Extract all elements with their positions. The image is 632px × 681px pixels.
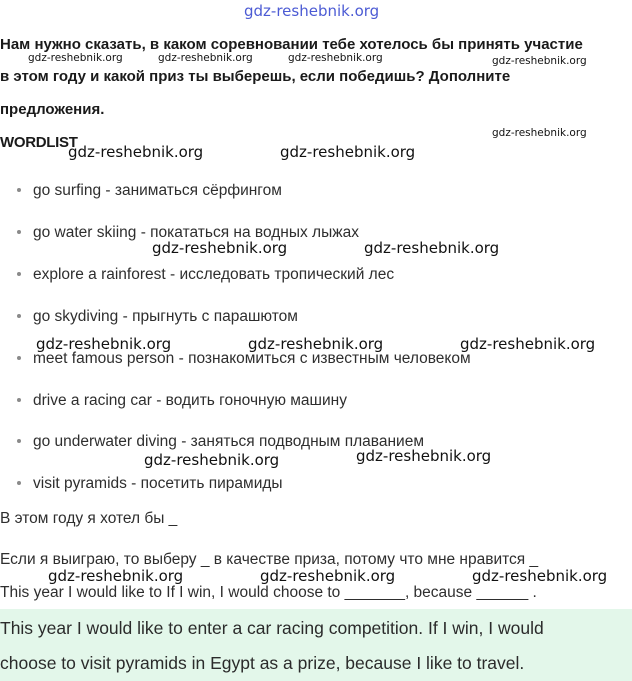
sentence-en: This year I would like to If I win, I would choose to _______, because ______ . (0, 584, 537, 601)
sentence-ru-2: Если я выиграю, то выберу _ в качестве приза, потому что мне нравится _ (0, 551, 539, 568)
watermark: gdz-reshebnik.org (472, 567, 608, 585)
watermark: gdz-reshebnik.org (48, 567, 184, 585)
watermark: gdz-reshebnik.org (36, 335, 172, 353)
list-item-text: go skydiving - прыгнуть с парашютом (33, 308, 298, 325)
bullet-icon (17, 230, 21, 234)
watermark: gdz-reshebnik.org (152, 239, 288, 257)
list-item-text: go surfing - заниматься сёрфингом (33, 182, 282, 199)
list-item (17, 475, 283, 493)
watermark: gdz-reshebnik.org (158, 52, 253, 64)
watermark-top: gdz-reshebnik.org (244, 2, 380, 20)
answer-box (0, 609, 632, 681)
watermark: gdz-reshebnik.org (280, 143, 416, 161)
watermark: gdz-reshebnik.org (356, 447, 492, 465)
bullet-icon (17, 188, 21, 192)
watermark: gdz-reshebnik.org (288, 52, 383, 64)
list-item (17, 182, 282, 200)
list-item-text: explore a rainforest - исследовать тропический лес (33, 266, 395, 283)
list-item-text: drive a racing car - водить гоночную машину (33, 392, 347, 409)
watermark: gdz-reshebnik.org (248, 335, 384, 353)
task-text-line-3: предложения. (0, 101, 105, 118)
list-item (17, 392, 347, 410)
bullet-icon (17, 356, 21, 360)
task-text-line-1: Нам нужно сказать, в каком соревновании тебе хотелось бы принять участие (0, 36, 583, 53)
watermark: gdz-reshebnik.org (260, 567, 396, 585)
watermark: gdz-reshebnik.org (68, 143, 204, 161)
bullet-icon (17, 314, 21, 318)
bullet-icon (17, 481, 21, 485)
bullet-icon (17, 272, 21, 276)
bullet-icon (17, 398, 21, 402)
list-item-text: visit pyramids - посетить пирамиды (33, 475, 283, 492)
list-item-text: meet famous person - познакомиться с известным человеком (33, 350, 471, 367)
sentence-ru-1: В этом году я хотел бы _ (0, 510, 178, 527)
list-item (17, 266, 394, 284)
list-item-text: go underwater diving - заняться подводным плаванием (33, 433, 424, 450)
answer-line-1: This year I would like to enter a car racing competition. If I win, I would (0, 618, 544, 638)
watermark: gdz-reshebnik.org (364, 239, 500, 257)
task-text-line-2: в этом году и какой приз ты выберешь, если победишь? Дополните (0, 68, 511, 85)
bullet-icon (17, 439, 21, 443)
wordlist-heading: WORDLIST (0, 134, 78, 151)
list-item-text: go water skiing - покататься на водных лыжах (33, 224, 359, 241)
answer-line-2: choose to visit pyramids in Egypt as a prize, because I like to travel. (0, 653, 525, 673)
watermark: gdz-reshebnik.org (460, 335, 596, 353)
list-item (17, 308, 298, 326)
watermark: gdz-reshebnik.org (28, 52, 123, 64)
watermark: gdz-reshebnik.org (492, 127, 587, 139)
watermark: gdz-reshebnik.org (144, 451, 280, 469)
watermark: gdz-reshebnik.org (492, 55, 587, 67)
